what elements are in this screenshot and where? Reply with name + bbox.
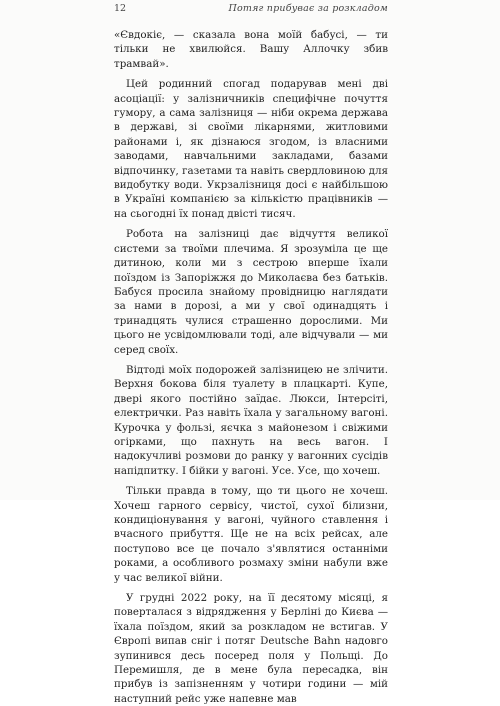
- paragraph-big-system: Робота на залізниці дає відчуття великої системи за твоїми плечима. Я зрозуміла це ще дитиною, коли ми з сестрою вперше їхали поїздом із Запоріжжя до Миколаєва без батьків. Бабуся просила знайому провідницю наглядати за нами в дорозі, а ми у свої одинадцять і тринадцять чулися страшенно дорослими. Ми цього не усвідомлювали тоді, але відчували — ми серед своїх.: [114, 228, 388, 356]
- running-title: Потяг прибуває за розкладом: [228, 3, 388, 14]
- paragraph-railway-state: Цей родинний спогад подарував мені дві асоціації: у залізничників специфічне почуття гумору, а сама залізниця — ніби окрема держава в державі, зі своїми лікарнями, житловими районами і, як дізнаюся згодом, із власними заводами, навчальними закладами, базами відпочинку, газетами та навіть свердловиною для видобутку води. Укрзалізниця досі є найбільшою в Україні компанією за кількістю працівників — на сьогодні їх понад двісті тисяч.: [114, 78, 388, 220]
- paragraph-service: Тільки правда в тому, що ти цього не хочеш. Хочеш гарного сервісу, чистої, сухої білизни, кондиціонування у вагоні, чуйного ставлення і вчасного прибуття. Ще не на всіх рейсах, але поступово все це почало з'являтися останніми роками, а особливого розмаху зміни набули вже у час великої війни.: [114, 485, 388, 584]
- paragraph-december-2022: У грудні 2022 року, на її десятому місяці, я поверталася з відрядження у Берліні до Києва — їхала поїздом, який за розкладом не встигав. У Європі випав сніг і потяг Deutsche Bahn надовго зупинився десь посеред поля у Польщі. До Перемишля, де в мене була пересадка, він прибув із запізненням у чотири години — мій наступний рейс уже напевне мав: [114, 592, 388, 705]
- page-number: 12: [114, 3, 127, 14]
- paragraph-quote: «Євдокіє, — сказала вона моїй бабусі, — ти тільки не хвилюйся. Вашу Аллочку збив трамвай».: [114, 29, 388, 70]
- body-text: [114, 28, 388, 706]
- page-header: [114, 3, 388, 15]
- paragraph-travels: Відтоді моїх подорожей залізницею не злічити. Верхня бокова біля туалету в плацкарті. Купе, двері якого постійно заїдає. Люкси, Інтерсіті, електрички. Раз навіть їхала у загальному вагоні. Курочка у фользі, яєчка з майонезом і свіжими огірками, що пахнуть на весь вагон. І надокучливі розмови до ранку у вагонних сусідів напідпитку. І бійки у вагоні. Усе. Усе, що хочеш.: [114, 363, 388, 477]
